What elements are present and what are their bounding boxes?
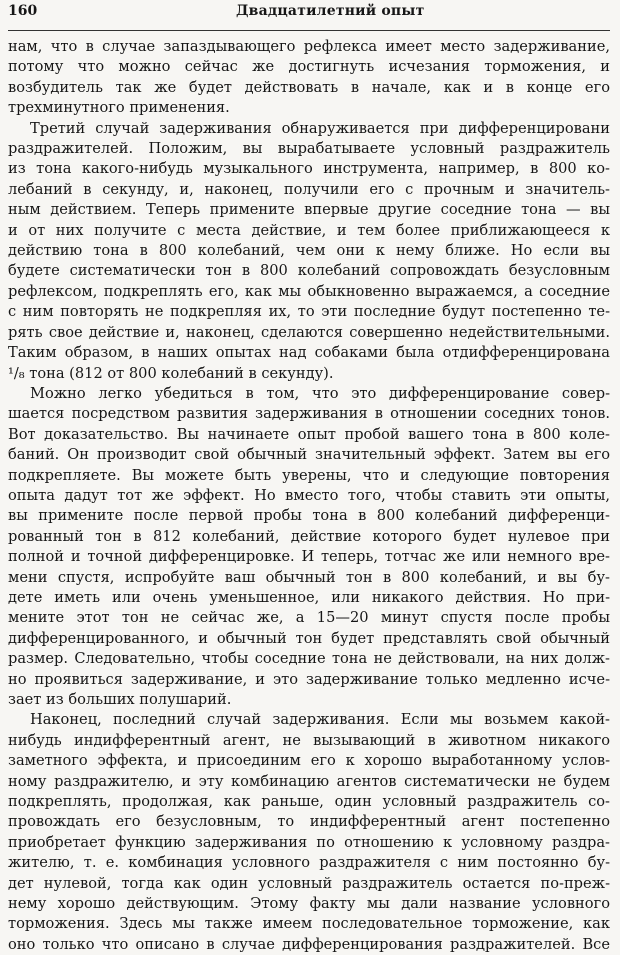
paragraph [8, 384, 610, 711]
text-line: провождать его безусловным, то индифферентный агент постепенно [8, 813, 610, 831]
text-line: ному раздражителю, и эту комбинацию агентов систематически не будем [8, 772, 610, 790]
text-line: размер. Следовательно, чтобы соседние тона не действовали, на них долж- [8, 650, 610, 668]
text-line: с ним повторять не подкрепляя их, то эти последние будут постепенно те- [8, 303, 610, 321]
text-line: из тона какого-нибудь музыкального инструмента, например, в 800 ко- [8, 160, 610, 178]
text-line: будете систематически тон в 800 колебаний сопровождать безусловным [8, 262, 610, 280]
text-line: жителю, т. е. комбинация условного раздражителя с ним постоянно бу- [8, 854, 610, 872]
paragraph [8, 37, 610, 119]
text-line: ¹/₈ тона (812 от 800 колебаний в секунду). [8, 364, 334, 382]
text-line: нему хорошо действующим. Этому факту мы дали название условного [8, 895, 610, 913]
running-title: Двадцатилетний опыт [236, 3, 425, 19]
page-number: 160 [8, 3, 38, 19]
text-line: приобретает функцию задерживания по отношению к условному раздра- [8, 833, 610, 851]
text-line: Вот доказательство. Вы начинаете опыт пробой вашего тона в 800 коле- [8, 425, 610, 443]
text-line: рефлексом, подкреплять его, как мы обыкновенно выражаемся, а соседние [8, 282, 610, 300]
text-line: торможения. Здесь мы также имеем последовательное торможение, как [8, 915, 610, 933]
text-line: рять свое действие и, наконец, сделаются совершенно недействительными. [8, 323, 610, 341]
text-line: ным действием. Теперь примените впервые другие соседние тона — вы [8, 201, 610, 219]
text-line: Наконец, последний случай задерживания. Если мы возьмем какой- [30, 711, 610, 729]
text-line: подкрепляете. Вы можете быть уверены, что и следующие повторения [8, 466, 610, 484]
text-line: заметного эффекта, и присоединим его к хорошо выработанному услов- [8, 752, 610, 770]
text-line: подкреплять, продолжая, как раньше, один условный раздражитель со- [8, 793, 610, 811]
text-line: вы примените после первой пробы тона в 800 колебаний дифференци- [8, 507, 610, 525]
text-line: возбудитель так же будет действовать в начале, как и в конце его [8, 78, 610, 96]
text-line: лебаний в секунду, и, наконец, получили его с прочным и значитель- [8, 180, 610, 198]
text-line: и от них получите с места действие, и тем более приближающееся к [8, 221, 610, 239]
text-line: дете иметь или очень уменьшенное, или никакого действия. Но при- [8, 588, 610, 606]
text-line: дифференцированного, и обычный тон будет представлять свой обычный [8, 629, 610, 647]
text-line: но проявиться задерживание, и это задерживание только медленно исче- [8, 670, 610, 688]
text-line: опыта дадут тот же эффект. Но вместо того, чтобы ставить эти опыты, [8, 486, 610, 504]
text-line: нибудь индифферентный агент, не вызывающий в животном никакого [8, 731, 610, 749]
text-line: мените этот тон не сейчас же, а 15—20 минут спустя после пробы [8, 609, 610, 627]
text-line: полной и точной дифференцировке. И теперь, тотчас же или немного вре- [8, 548, 610, 566]
paragraph [8, 119, 610, 384]
text-line: нам, что в случае запаздывающего рефлекса имеет место задерживание, [8, 38, 610, 55]
text-line: действию тона в 800 колебаний, чем они к нему ближе. Но если вы [8, 242, 610, 260]
text-line: дет нулевой, тогда как один условный раздражитель остается по-преж- [8, 874, 610, 892]
body-text [8, 37, 610, 955]
text-line: оно только что описано в случае дифференцирования раздражителей. Все [8, 935, 610, 953]
text-line: потому что можно сейчас же достигнуть исчезания торможения, и [8, 58, 610, 76]
paragraph [8, 710, 610, 955]
text-line: Можно легко убедиться в том, что это дифференцирование совер- [30, 384, 610, 402]
text-line: шается посредством развития задерживания в отношении соседних тонов. [8, 405, 610, 423]
text-line: Таким образом, в наших опытах над собаками была отдифференцирована [8, 344, 610, 362]
text-line: зает из больших полушарий. [8, 691, 232, 708]
text-line: баний. Он производит свой обычный значительный эффект. Затем вы его [8, 446, 610, 464]
text-line: раздражителей. Положим, вы вырабатываете условный раздражитель [8, 140, 610, 158]
page-header [8, 0, 610, 31]
text-line: трехминутного применения. [8, 99, 230, 117]
text-line: Третий случай задерживания обнаруживается при дифференцировани [30, 119, 610, 137]
text-line: рованный тон в 812 колебаний, действие которого будет нулевое при [8, 527, 610, 545]
text-line: мени спустя, испробуйте ваш обычный тон в 800 колебаний, и вы бу- [8, 568, 610, 586]
